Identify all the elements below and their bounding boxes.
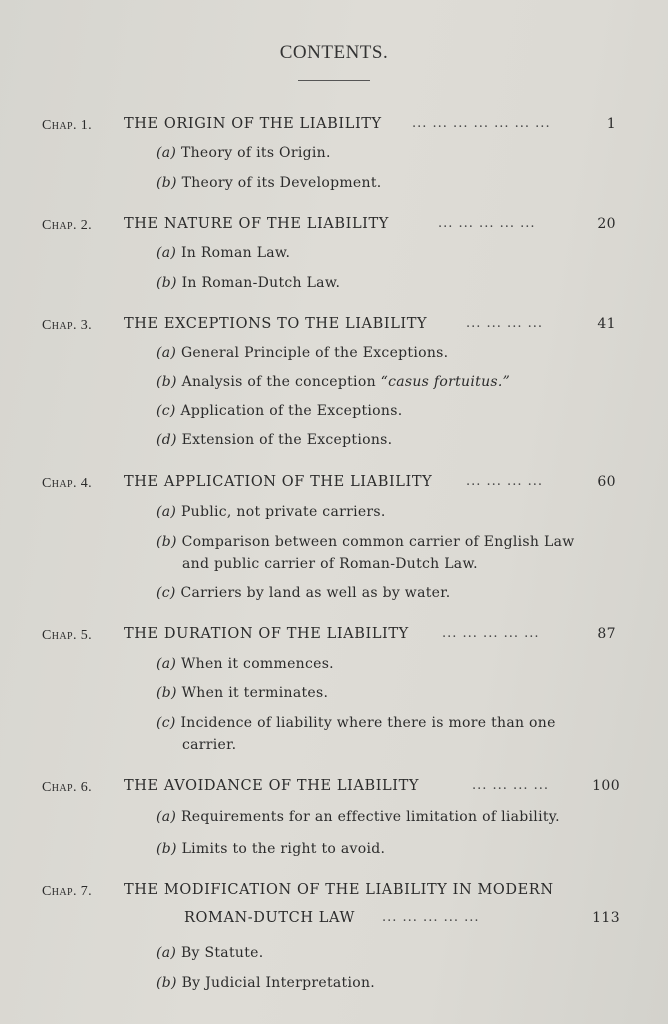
chapter-1-item-a: (a) Theory of its Origin. — [156, 145, 331, 161]
chapter-1-title: THE ORIGIN OF THE LIABILITY — [124, 116, 382, 132]
chapter-7-page: 113 — [592, 910, 620, 926]
chapter-7-item-a: (a) By Statute. — [156, 945, 264, 961]
chapter-3-item-a: (a) General Principle of the Exceptions. — [156, 345, 449, 361]
chapter-2-label: Chap. 2. — [42, 218, 93, 233]
chapter-7-label: Chap. 7. — [42, 884, 93, 899]
chapter-3-title: THE EXCEPTIONS TO THE LIABILITY — [124, 316, 428, 332]
chapter-1-label: Chap. 1. — [42, 118, 93, 133]
chapter-2-leader: ... ... ... ... ... — [438, 216, 536, 231]
chapter-7-item-b: (b) By Judicial Interpretation. — [156, 975, 376, 991]
contents-heading: CONTENTS. — [279, 42, 389, 63]
chapter-7-title: THE MODIFICATION OF THE LIABILITY IN MODERN — [124, 882, 554, 898]
chapter-4-page: 60 — [597, 474, 616, 490]
chapter-6-line — [0, 778, 668, 802]
chapter-3-leader: ... ... ... ... — [466, 316, 543, 331]
chapter-3-line — [0, 316, 668, 340]
chapter-5-label: Chap. 5. — [42, 628, 93, 643]
chapter-1-line — [0, 116, 668, 140]
chapter-7-line — [0, 882, 668, 906]
chapter-5-item-c: (c) Incidence of liability where there is more than one — [156, 715, 556, 731]
chapter-5-item-b: (b) When it terminates. — [156, 685, 329, 701]
chapter-1-leader: ... ... ... ... ... ... ... — [412, 116, 551, 131]
chapter-7-line-2 — [0, 910, 668, 934]
chapter-5-title: THE DURATION OF THE LIABILITY — [124, 626, 409, 642]
chapter-6-leader: ... ... ... ... — [472, 778, 549, 793]
chapter-1-item-b: (b) Theory of its Development. — [156, 175, 382, 191]
chapter-5-page: 87 — [597, 626, 616, 642]
chapter-4-leader: ... ... ... ... — [466, 474, 543, 489]
chapter-4-item-b: (b) Comparison between common carrier of English Law — [156, 534, 575, 550]
chapter-2-line — [0, 216, 668, 240]
heading-rule — [298, 80, 370, 81]
chapter-4-item-c: (c) Carriers by land as well as by water. — [156, 585, 451, 601]
chapter-6-page: 100 — [592, 778, 620, 794]
chapter-5-leader: ... ... ... ... ... — [442, 626, 540, 641]
chapter-4-item-a: (a) Public, not private carriers. — [156, 504, 386, 520]
chapter-2-title: THE NATURE OF THE LIABILITY — [124, 216, 389, 232]
chapter-3-item-c: (c) Application of the Exceptions. — [156, 403, 403, 419]
chapter-5-item-a: (a) When it commences. — [156, 656, 334, 672]
chapter-7-leader: ... ... ... ... ... — [382, 910, 480, 925]
chapter-4-line — [0, 474, 668, 498]
chapter-3-item-b: (b) Analysis of the conception “casus fortuitus.” — [156, 374, 511, 390]
chapter-4-label: Chap. 4. — [42, 476, 93, 491]
chapter-4-title: THE APPLICATION OF THE LIABILITY — [124, 474, 433, 490]
chapter-5-item-c-continued: carrier. — [182, 737, 237, 753]
chapter-6-title: THE AVOIDANCE OF THE LIABILITY — [124, 778, 420, 794]
chapter-1-page: 1 — [606, 116, 616, 132]
chapter-2-item-a: (a) In Roman Law. — [156, 245, 291, 261]
chapter-3-item-d: (d) Extension of the Exceptions. — [156, 432, 393, 448]
chapter-5-line — [0, 626, 668, 650]
chapter-4-item-b-continued: and public carrier of Roman-Dutch Law. — [182, 556, 478, 572]
chapter-3-label: Chap. 3. — [42, 318, 93, 333]
chapter-6-label: Chap. 6. — [42, 780, 93, 795]
chapter-6-item-a: (a) Requirements for an effective limitation of liability. — [156, 809, 560, 825]
chapter-6-item-b: (b) Limits to the right to avoid. — [156, 841, 386, 857]
chapter-7-title-continued: ROMAN-DUTCH LAW — [184, 910, 355, 926]
chapter-2-item-b: (b) In Roman-Dutch Law. — [156, 275, 341, 291]
chapter-2-page: 20 — [597, 216, 616, 232]
chapter-3-page: 41 — [597, 316, 616, 332]
